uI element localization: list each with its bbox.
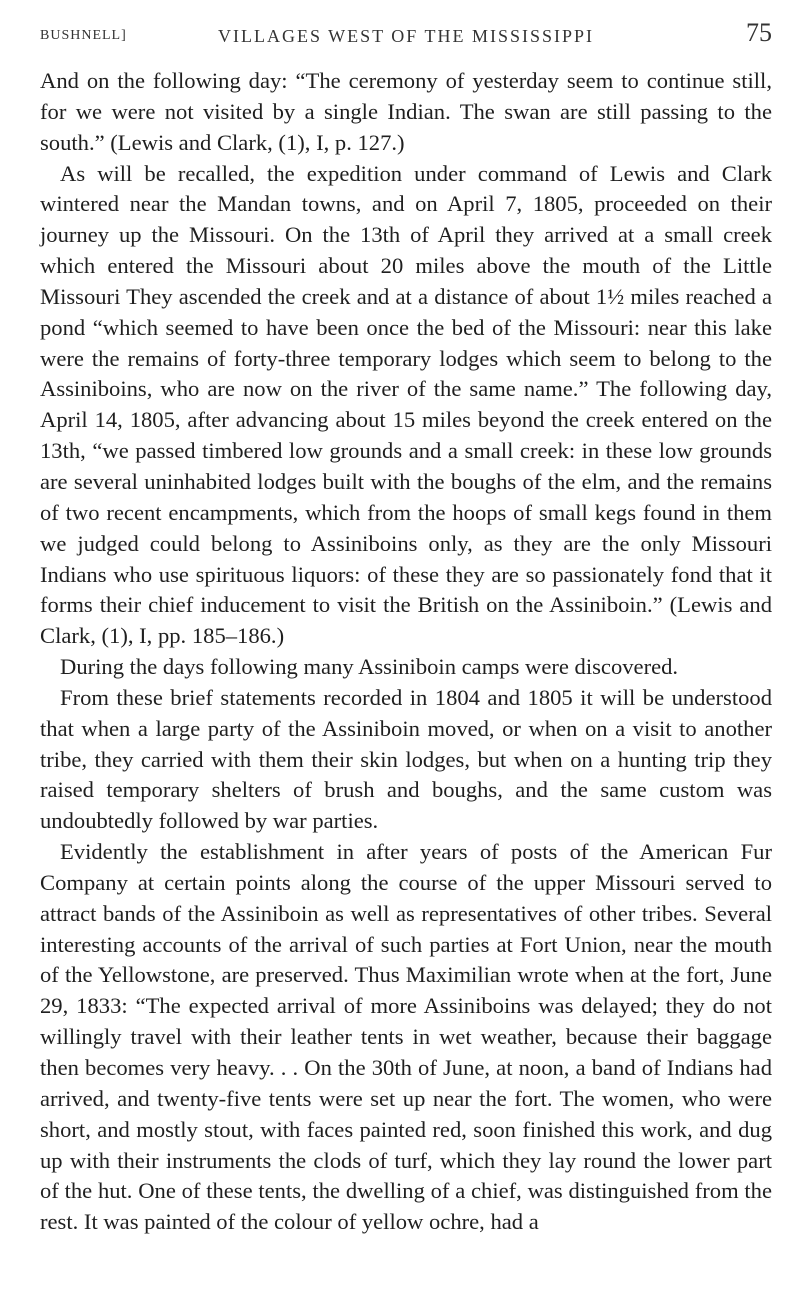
author-running-head: BUSHNELL] <box>40 28 127 43</box>
page <box>40 0 772 1235</box>
paragraph-4: From these brief statements recorded in 1804 and 1805 it will be understood that when a large party of the Assiniboin moved, or when on a visit to another tribe, they carried with them their skin lodges, but when on a hunting trip they raised temporary shelters of brush and boughs, and the same custom was undoubtedly followed by war parties. <box>40 684 772 834</box>
paragraph-5: Evidently the establishment in after years of posts of the American Fur Company at certain points along the course of the upper Missouri served to attract bands of the Assiniboin as well as representatives of other tribes. Several interesting accounts of the arrival of such parties at Fort Union, near the mouth of the Yellowstone, are preserved. Thus Maximilian wrote when at the fort, June 29, 1833: “The expected arrival of more Assiniboins was delayed; they do not willingly travel with their leather tents in wet weather, because their baggage then becomes very heavy. . . On the 30th of June, at noon, a band of Indians had arrived, and twenty-five tents were set up near the fort. The women, who were short, and mostly stout, with faces painted red, soon finished this work, and dug up with their instruments the clods of turf, which they lay round the lower part of the hut. One of these tents, the dwelling of a chief, was distinguished from the rest. It was painted of the colour of yellow ochre, had a <box>40 839 772 1235</box>
paragraph-2: As will be recalled, the expedition under command of Lewis and Clark wintered near the Mandan towns, and on April 7, 1805, proceeded on their journey up the Missouri. On the 13th of April they arrived at a small creek which entered the Missouri about 20 miles above the mouth of the Little Missouri They ascended the creek and at a distance of about 1½ miles reached a pond “which seemed to have been once the bed of the Missouri: near this lake were the remains of forty-three temporary lodges which seem to belong to the Assiniboins, who are now on the river of the same name.” The following day, April 14, 1805, after advancing about 15 miles beyond the creek entered on the 13th, “we passed timbered low grounds and a small creek: in these low grounds are several uninhabited lodges built with the boughs of the elm, and the remains of two recent encampments, which from the hoops of small kegs found in them we judged could belong to Assiniboins only, as they are the only Missouri Indians who use spirituous liquors: of these they are so passionately fond that it forms their chief inducement to visit the British on the Assiniboin.” (Lewis and Clark, (1), I, pp. 185–186.) <box>40 160 772 649</box>
title-running-head: VILLAGES WEST OF THE MISSISSIPPI <box>217 26 595 46</box>
paragraph-3: During the days following many Assiniboin camps were discovered. <box>60 654 679 680</box>
body-text <box>40 66 772 1238</box>
page-number: 75 <box>746 18 772 47</box>
paragraph-1: And on the following day: “The ceremony of yesterday seem to continue still, for we were not visited by a single Indian. The swan are still passing to the south.” (Lewis and Clark, (1), I, p. 127.) <box>40 68 772 155</box>
running-head <box>40 0 772 62</box>
